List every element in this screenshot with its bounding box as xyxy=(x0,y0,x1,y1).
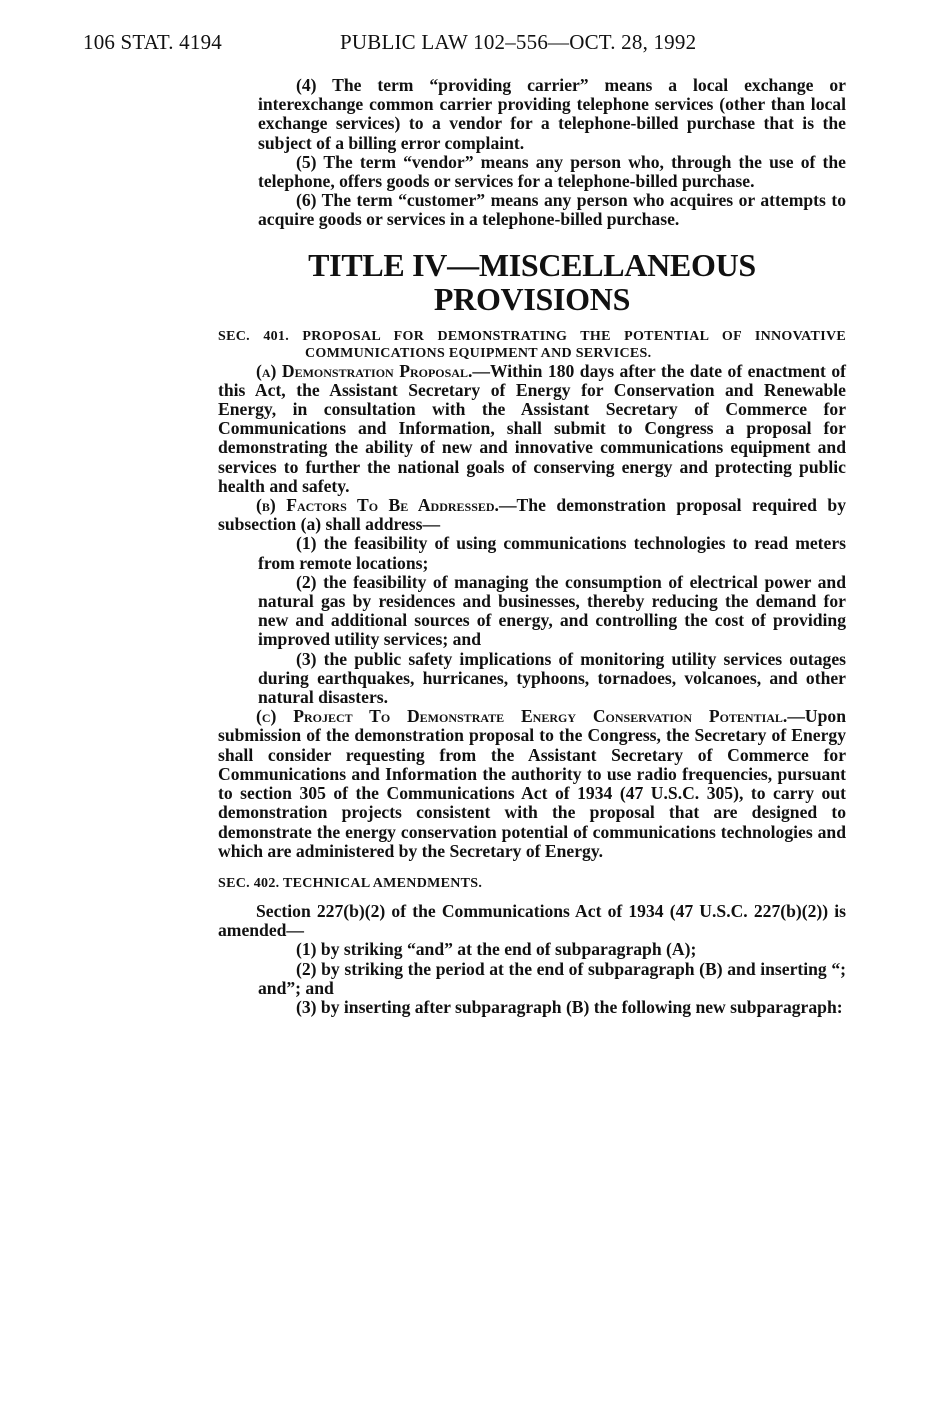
document-body xyxy=(218,76,846,1017)
section-402-intro: Section 227(b)(2) of the Communications Act of 1934 (47 U.S.C. 227(b)(2)) is amended— xyxy=(218,900,846,941)
section-402-heading: SEC. 402. TECHNICAL AMENDMENTS. xyxy=(218,875,483,891)
subsection-a xyxy=(218,362,846,496)
subsection-a-text: —Within 180 days after the date of enactment of this Act, the Assistant Secretary of Energy for Conservation and Renewable Energy, in consultation with the Assistant Secretary of Commerce for Communications and Information, shall submit to Congress a proposal for demonstrating the ability of new and innovative communications equipment and services to further the national goals of conserving energy and protecting public health and safety. xyxy=(218,360,846,496)
running-header: PUBLIC LAW 102–556—OCT. 28, 1992 xyxy=(340,30,697,54)
amendment-3: (3) by inserting after subparagraph (B) the following new subparagraph: xyxy=(296,996,843,1017)
subsection-c xyxy=(218,707,846,861)
paragraph-b3: (3) the public safety implications of monitoring utility services outages during earthquakes, hurricanes, typhoons, tornadoes, volcanoes, and other natural disasters. xyxy=(258,648,846,708)
section-401-heading: SEC. 401. PROPOSAL FOR DEMONSTRATING THE POTENTIAL OF INNOVATIVE COMMUNICATIONS EQUIPMENT AND SERVICES. xyxy=(218,328,846,361)
title-heading xyxy=(218,248,846,316)
amendment-1: (1) by striking “and” at the end of subparagraph (A); xyxy=(296,939,697,960)
subsection-b xyxy=(218,496,846,534)
amendment-2: (2) by striking the period at the end of subparagraph (B) and inserting “; and”; and xyxy=(258,958,846,998)
paragraph-b2: (2) the feasibility of managing the consumption of electrical power and natural gas by residences and businesses, thereby reducing the demand for new and additional sources of energy, and controlling the cost of providing improved utility services; and xyxy=(258,571,846,650)
page-citation: 106 STAT. 4194 xyxy=(83,30,222,54)
subsection-b-caption: (b) Factors To Be Addressed. xyxy=(256,495,499,516)
definition-4: (4) The term “providing carrier” means a local exchange or interexchange common carrier providing telephone services (other than local exchange services) to a vendor for a telephone-billed purchase that is the subject of a billing error complaint. xyxy=(258,75,846,153)
subsection-b-text: —The demonstration proposal required by subsection (a) shall address— xyxy=(218,495,846,535)
paragraph-b1: (1) the feasibility of using communications technologies to read meters from remote locations; xyxy=(258,533,846,573)
subsection-c-caption: (c) Project To Demonstrate Energy Conservation Potential. xyxy=(256,706,788,727)
title-line-1: TITLE IV—MISCELLANEOUS xyxy=(308,246,756,283)
title-line-2: PROVISIONS xyxy=(433,280,631,317)
definition-5: (5) The term “vendor” means any person who, through the use of the telephone, offers goods or services for a telephone-billed purchase. xyxy=(258,151,846,192)
definition-6: (6) The term “customer” means any person who acquires or attempts to acquire goods or services in a telephone-billed purchase. xyxy=(258,190,846,230)
subsection-a-caption: (a) Demonstration Proposal. xyxy=(256,360,473,381)
subsection-c-text: —Upon submission of the demonstration proposal to the Congress, the Secretary of Energy shall consider requesting from the Assistant Secretary of Commerce for Communications and Information the authority to use radio frequencies, pursuant to section 305 of the Communications Act of 1934 (47 U.S.C. 305), to carry out demonstration projects consistent with the proposal that are designed to demonstrate the energy conservation potential of communications technologies and which are administered by the Secretary of Energy. xyxy=(218,706,846,861)
